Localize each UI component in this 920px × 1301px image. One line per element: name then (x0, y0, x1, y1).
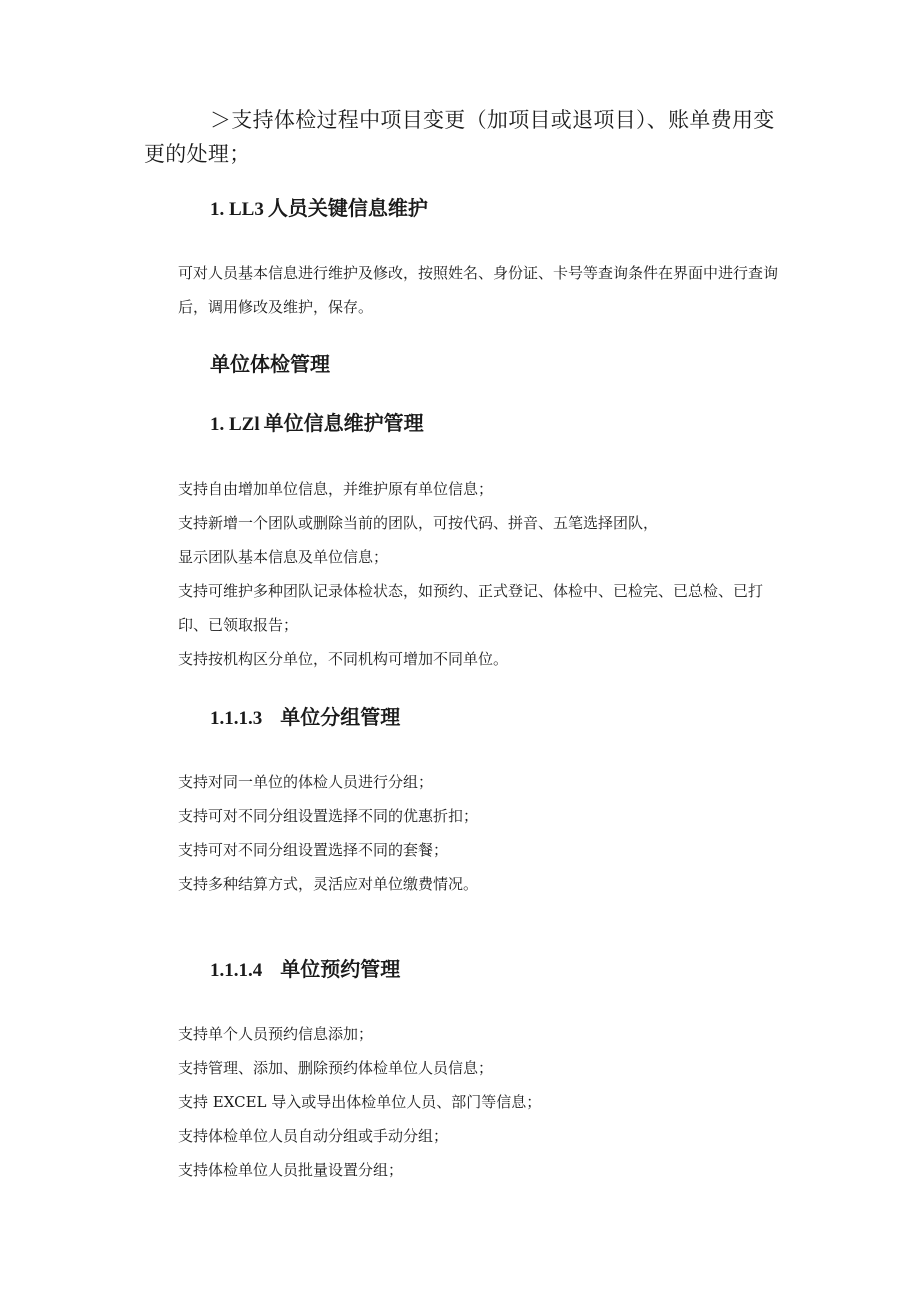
heading-title: 单位信息维护管理 (263, 411, 424, 435)
heading-number: 1.1.1.4 (210, 960, 263, 981)
heading-title: 单位预约管理 (280, 957, 401, 981)
list-item: 支持新增一个团队或删除当前的团队，可按代码、拼音、五笔选择团队， (178, 514, 659, 532)
list-item: 支持可对不同分组设置选择不同的优惠折扣； (178, 807, 479, 825)
intro-paragraph: ＞支持体检过程中项目变更（加项目或退项目）、账单费用变更的处理； (144, 108, 775, 166)
unit-group-list (178, 765, 778, 901)
heading-number: 1. LL3 (210, 199, 264, 220)
heading-number: 1. LZl (210, 414, 260, 435)
list-item: 支持按机构区分单位，不同机构可增加不同单位。 (178, 650, 509, 668)
list-item: 支持可对不同分组设置选择不同的套餐； (178, 841, 449, 859)
heading-unit-booking (210, 955, 400, 985)
heading-unit-group (210, 703, 400, 733)
heading-title: 单位分组管理 (280, 705, 401, 729)
heading-unit-info (210, 409, 424, 439)
list-item: 支持可维护多种团队记录体检状态，如预约、正式登记、体检中、已检完、已总检、已打印、已领取报告； (178, 582, 764, 634)
list-item: 支持对同一单位的体检人员进行分组； (178, 773, 434, 791)
list-item: 支持体检单位人员批量设置分组； (178, 1161, 404, 1179)
list-item: 支持体检单位人员自动分组或手动分组； (178, 1127, 449, 1145)
list-item: 支持单个人员预约信息添加； (178, 1025, 374, 1043)
list-item: 支持自由增加单位信息，并维护原有单位信息； (178, 480, 494, 498)
list-item: 支持管理、添加、删除预约体检单位人员信息； (178, 1059, 494, 1077)
heading-number: 1.1.1.3 (210, 708, 263, 729)
heading-person-info (210, 194, 428, 224)
heading-title: 人员关键信息维护 (267, 196, 428, 220)
unit-booking-list (178, 1017, 778, 1187)
heading-unit-exam: 单位体检管理 (210, 352, 330, 376)
list-item: 支持多种结算方式，灵活应对单位缴费情况。 (178, 875, 479, 893)
person-info-paragraph: 可对人员基本信息进行维护及修改，按照姓名、身份证、卡号等查询条件在界面中进行查询后，调用修改及维护，保存。 (178, 264, 779, 316)
list-item: 显示团队基本信息及单位信息； (178, 548, 389, 566)
unit-info-list (178, 472, 778, 676)
list-item: 支持 EXCEL 导入或导出体检单位人员、部门等信息； (178, 1093, 542, 1111)
